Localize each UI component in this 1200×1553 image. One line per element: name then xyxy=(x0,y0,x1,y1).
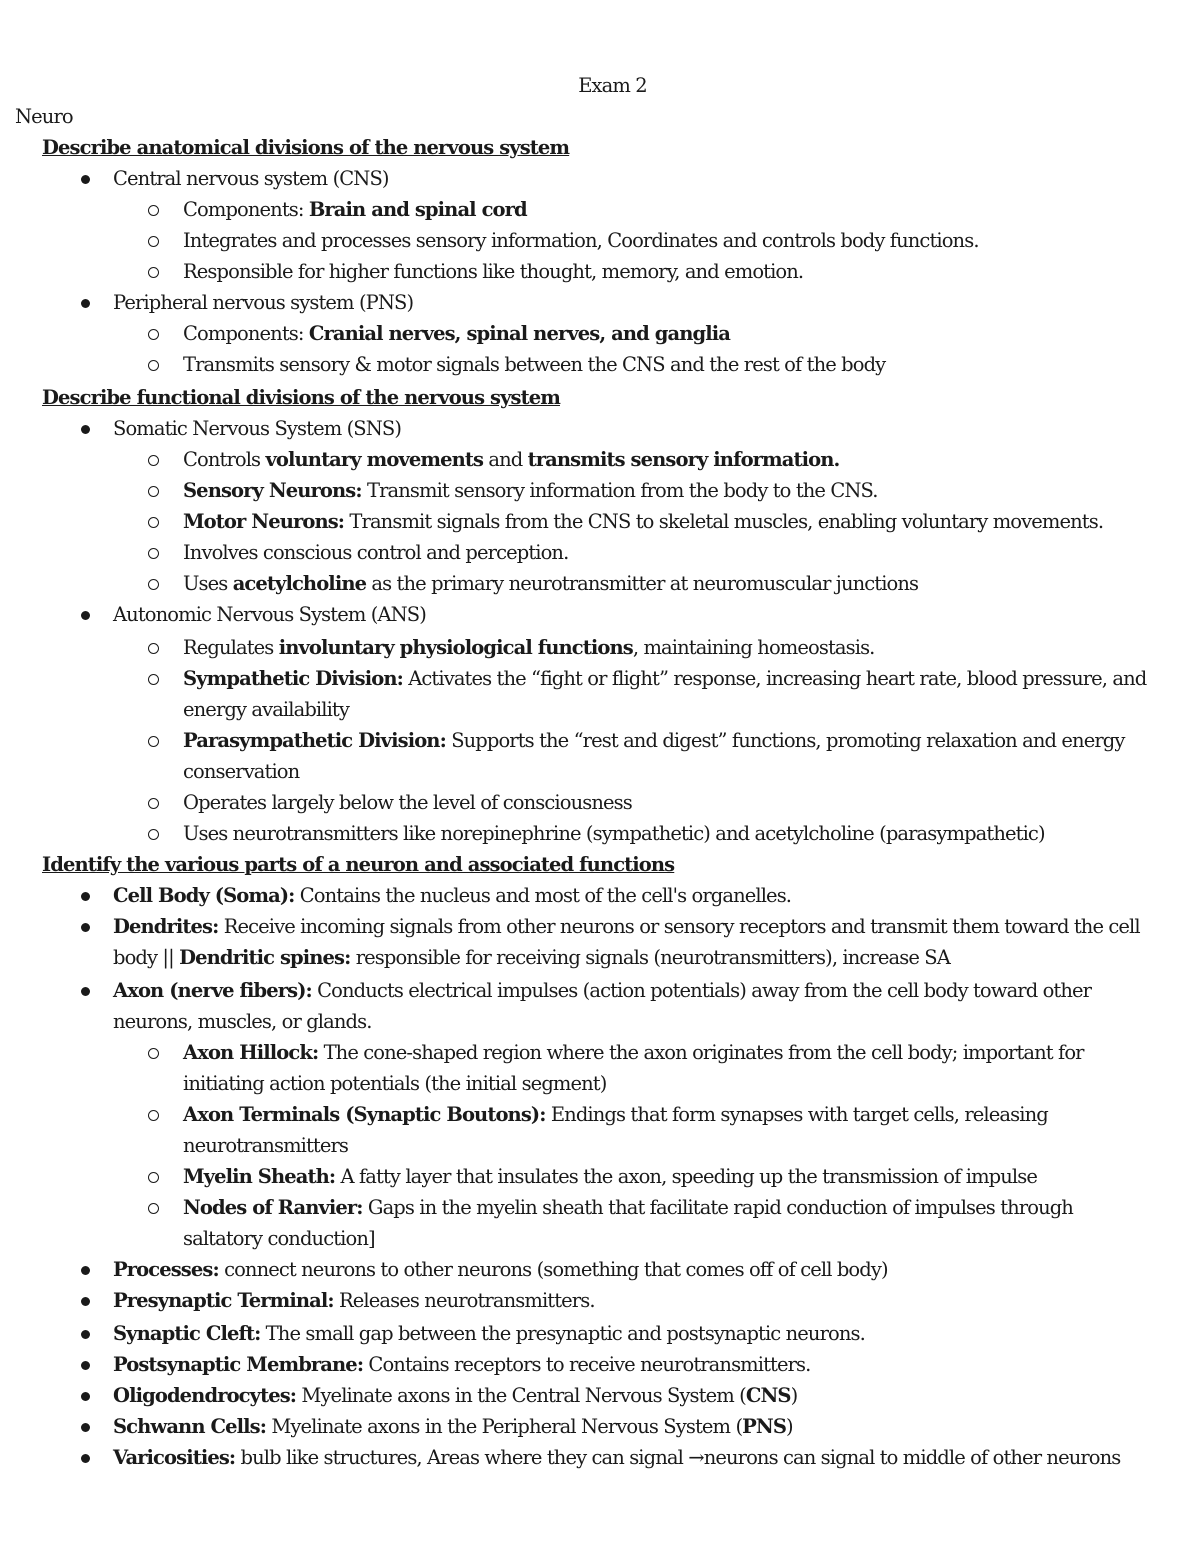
text-run: ) xyxy=(790,1384,798,1407)
list-item-text xyxy=(113,1285,595,1316)
list-item-text xyxy=(183,256,803,287)
text-run: Activates the “fight or flight” response, increasing heart rate, blood pressure, and xyxy=(402,667,1147,690)
bullet-dot-icon xyxy=(81,987,90,996)
text-run: Peripheral nervous system (PNS) xyxy=(113,291,414,314)
text-run: Myelinate axons in the Central Nervous System ( xyxy=(296,1384,746,1407)
text-run: Components: xyxy=(183,198,309,221)
bullet-dot-icon xyxy=(81,425,90,434)
section-label: Neuro xyxy=(15,105,73,128)
bold-text: Cell Body (Soma): xyxy=(113,884,295,907)
list-item-text xyxy=(183,537,568,568)
text-run: ) xyxy=(786,1415,793,1438)
text-run: Myelinate axons in the Peripheral Nervous System ( xyxy=(266,1415,743,1438)
bold-text: voluntary movements xyxy=(265,448,484,471)
list-item-text xyxy=(113,911,1140,942)
bold-text: Sympathetic Division: xyxy=(183,667,403,690)
list-item-text xyxy=(183,318,730,349)
bullet-dot-icon xyxy=(81,175,90,184)
list-item-text xyxy=(113,880,791,911)
text-run: The cone-shaped region where the axon originates from the cell body; important for xyxy=(318,1041,1084,1064)
bullet-circle-icon xyxy=(148,829,159,840)
bold-text: Parasympathetic Division: xyxy=(183,729,446,752)
text-run: Contains the nucleus and most of the cell's organelles. xyxy=(294,884,792,907)
text-run: Integrates and processes sensory information, Coordinates and controls body functions. xyxy=(183,229,979,252)
bullet-circle-icon xyxy=(148,267,159,278)
text-run: energy availability xyxy=(183,698,349,721)
text-run: Controls xyxy=(183,448,266,471)
bullet-circle-icon xyxy=(148,736,159,747)
bullet-circle-icon xyxy=(148,1203,159,1214)
bullet-circle-icon xyxy=(148,1110,159,1121)
text-run: Responsible for higher functions like thought, memory, and emotion. xyxy=(183,260,804,283)
list-item-text xyxy=(183,663,1146,694)
text-run: Receive incoming signals from other neurons or sensory receptors and transmit them toward the cell xyxy=(218,915,1140,938)
text-run: A fatty layer that insulates the axon, speeding up the transmission of impulse xyxy=(335,1165,1038,1188)
list-item-text xyxy=(183,818,1045,849)
list-item-text xyxy=(183,1099,1048,1130)
list-item-text xyxy=(183,632,874,663)
bold-text: involuntary physiological functions xyxy=(278,636,633,659)
bold-text: Varicosities: xyxy=(113,1446,236,1469)
text-run: neurotransmitters xyxy=(183,1134,349,1157)
bullet-dot-icon xyxy=(81,923,90,932)
text-run: bulb like structures, Areas where they can signal →neurons can signal to middle of other neurons xyxy=(235,1446,1121,1469)
bullet-circle-icon xyxy=(148,674,159,685)
bold-text: Nodes of Ranvier: xyxy=(183,1196,363,1219)
list-item-text xyxy=(183,225,979,256)
list-item-text xyxy=(183,475,878,506)
text-run: Somatic Nervous System (SNS) xyxy=(113,417,402,440)
bullet-circle-icon xyxy=(148,643,159,654)
text-run: Central nervous system (CNS) xyxy=(113,167,389,190)
list-item-text xyxy=(113,599,426,630)
list-item-text xyxy=(113,1380,797,1411)
bold-text: Describe functional divisions of the nervous system xyxy=(42,386,560,409)
bold-text: Presynaptic Terminal: xyxy=(113,1289,334,1312)
text-run: , maintaining homeostasis. xyxy=(632,636,875,659)
bold-text: CNS xyxy=(745,1384,791,1407)
bullet-circle-icon xyxy=(148,486,159,497)
text-run: Gaps in the myelin sheath that facilitate rapid conduction of impulses through xyxy=(362,1196,1073,1219)
text-run: Releases neurotransmitters. xyxy=(333,1289,595,1312)
list-item-text xyxy=(183,1192,1073,1223)
text-run: conservation xyxy=(183,760,300,783)
text-run: Contains receptors to receive neurotransmitters. xyxy=(363,1353,811,1376)
section-heading xyxy=(42,132,569,163)
list-item-text xyxy=(113,975,1091,1006)
list-item-text xyxy=(183,444,839,475)
bullet-dot-icon xyxy=(81,892,90,901)
text-run: Involves conscious control and perception. xyxy=(183,541,569,564)
text-run: Uses xyxy=(183,572,233,595)
bold-text: Cranial nerves, spinal nerves, and ganglia xyxy=(308,322,730,345)
text-run: responsible for receiving signals (neurotransmitters), increase SA xyxy=(350,946,950,969)
bold-text: Oligodendrocytes: xyxy=(113,1384,297,1407)
bullet-dot-icon xyxy=(81,1454,90,1463)
list-item-text xyxy=(113,287,413,318)
bold-text: Processes: xyxy=(113,1258,219,1281)
bullet-circle-icon xyxy=(148,329,159,340)
list-item-text xyxy=(183,1037,1084,1068)
bold-text: Describe anatomical divisions of the nervous system xyxy=(42,136,570,159)
bullet-circle-icon xyxy=(148,548,159,559)
list-item-text xyxy=(183,1130,348,1161)
bold-text: acetylcholine xyxy=(232,572,367,595)
text-run: Transmits sensory & motor signals between the CNS and the rest of the body xyxy=(183,353,886,376)
bold-text: Axon Hillock: xyxy=(183,1041,319,1064)
list-item-text xyxy=(113,1349,810,1380)
bullet-dot-icon xyxy=(81,1330,90,1339)
bullet-circle-icon xyxy=(148,205,159,216)
text-run: as the primary neurotransmitter at neuromuscular junctions xyxy=(366,572,919,595)
text-run: body || xyxy=(113,946,180,969)
list-item-text xyxy=(113,1254,888,1285)
text-run: Conducts electrical impulses (action potentials) away from the cell body toward other xyxy=(311,979,1092,1002)
text-run: Transmit sensory information from the body to the CNS. xyxy=(361,479,878,502)
bold-text: PNS xyxy=(742,1415,787,1438)
bullet-circle-icon xyxy=(148,455,159,466)
text-run: connect neurons to other neurons (something that comes off of cell body) xyxy=(218,1258,888,1281)
bullet-dot-icon xyxy=(81,1361,90,1370)
list-item-text xyxy=(183,787,632,818)
list-item-text xyxy=(113,942,950,973)
section-heading xyxy=(42,382,560,413)
bold-text: Schwann Cells: xyxy=(113,1415,267,1438)
list-item-text xyxy=(183,1161,1037,1192)
list-item-text xyxy=(183,725,1124,756)
text-run: Supports the “rest and digest” functions, promoting relaxation and energy xyxy=(445,729,1125,752)
text-run: The small gap between the presynaptic and postsynaptic neurons. xyxy=(260,1322,865,1345)
bold-text: Axon Terminals (Synaptic Boutons): xyxy=(183,1103,546,1126)
bullet-circle-icon xyxy=(148,360,159,371)
bullet-circle-icon xyxy=(148,517,159,528)
bold-text: Synaptic Cleft: xyxy=(113,1322,261,1345)
bold-text: transmits sensory information. xyxy=(527,448,840,471)
bullet-dot-icon xyxy=(81,1297,90,1306)
text-run: saltatory conduction] xyxy=(183,1227,375,1250)
bullet-dot-icon xyxy=(81,299,90,308)
text-run: Autonomic Nervous System (ANS) xyxy=(113,603,426,626)
list-item-text xyxy=(113,1411,793,1442)
bold-text: Axon (nerve fibers): xyxy=(113,979,312,1002)
bold-text: Motor Neurons: xyxy=(183,510,345,533)
bullet-dot-icon xyxy=(81,1266,90,1275)
text-run: initiating action potentials (the initial segment) xyxy=(183,1072,607,1095)
text-run: Components: xyxy=(183,322,309,345)
bold-text: Myelin Sheath: xyxy=(183,1165,336,1188)
bullet-circle-icon xyxy=(148,1172,159,1183)
list-item-text xyxy=(183,694,349,725)
list-item-text xyxy=(183,1223,375,1254)
bullet-circle-icon xyxy=(148,579,159,590)
text-run: and xyxy=(483,448,528,471)
list-item-text xyxy=(113,1442,1120,1473)
bold-text: Dendrites: xyxy=(113,915,219,938)
text-run: Endings that form synapses with target cells, releasing xyxy=(545,1103,1048,1126)
list-item-text xyxy=(113,413,401,444)
list-item-text xyxy=(183,1068,606,1099)
list-item-text xyxy=(113,163,389,194)
text-run: Transmit signals from the CNS to skeletal muscles, enabling voluntary movements. xyxy=(344,510,1104,533)
list-item-text xyxy=(183,568,918,599)
section-heading xyxy=(42,849,674,880)
bullet-circle-icon xyxy=(148,236,159,247)
bold-text: Postsynaptic Membrane: xyxy=(113,1353,364,1376)
bold-text: Identify the various parts of a neuron and associated functions xyxy=(42,853,675,876)
bold-text: Brain and spinal cord xyxy=(308,198,527,221)
text-run: Regulates xyxy=(183,636,279,659)
bullet-dot-icon xyxy=(81,1423,90,1432)
bullet-dot-icon xyxy=(81,1392,90,1401)
list-item-text xyxy=(183,194,527,225)
page-title: Exam 2 xyxy=(578,74,647,97)
bullet-dot-icon xyxy=(81,611,90,620)
text-run: Uses neurotransmitters like norepinephrine (sympathetic) and acetylcholine (parasympathetic) xyxy=(183,822,1045,845)
bullet-circle-icon xyxy=(148,798,159,809)
list-item-text xyxy=(113,1318,865,1349)
text-run: Operates largely below the level of consciousness xyxy=(183,791,632,814)
text-run: neurons, muscles, or glands. xyxy=(113,1010,372,1033)
list-item-text xyxy=(113,1006,372,1037)
bullet-circle-icon xyxy=(148,1048,159,1059)
list-item-text xyxy=(183,506,1103,537)
list-item-text xyxy=(183,756,299,787)
list-item-text xyxy=(183,349,885,380)
bold-text: Sensory Neurons: xyxy=(183,479,362,502)
bold-text: Dendritic spines: xyxy=(179,946,351,969)
